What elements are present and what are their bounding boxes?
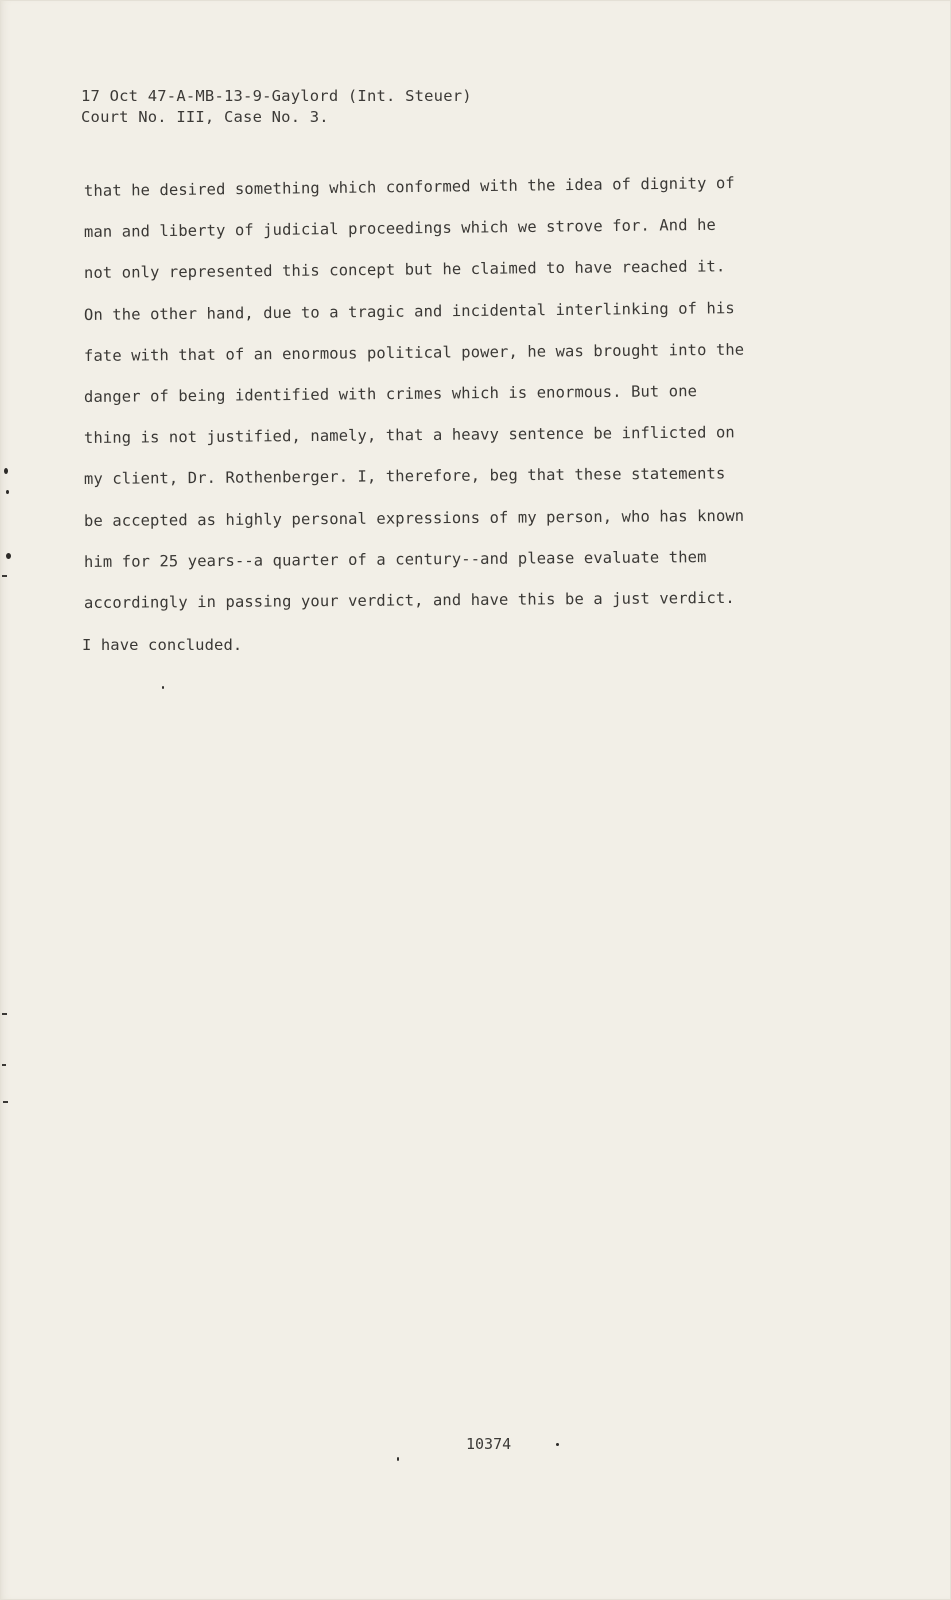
body-line-closing: I have concluded. — [82, 636, 243, 654]
scan-speck — [4, 468, 8, 474]
body-line: danger of being identified with crimes which is enormous. But one — [83, 382, 698, 406]
scan-tick — [2, 1064, 6, 1066]
body-line: On the other hand, due to a tragic and incidental interlinking of his — [83, 299, 735, 324]
scan-tick — [3, 1101, 8, 1103]
scan-tick — [2, 575, 7, 577]
scan-tick — [2, 1013, 7, 1015]
scan-speck — [397, 1457, 399, 1461]
scan-speck — [6, 490, 9, 494]
body-line: accordingly in passing your verdict, and have this be a just verdict. — [83, 588, 735, 612]
body-line: man and liberty of judicial proceedings which we strove for. And he — [83, 215, 716, 241]
scan-speck — [556, 1443, 559, 1446]
body-line: my client, Dr. Rothenberger. I, therefore, beg that these statements — [83, 464, 726, 488]
scan-speck — [6, 553, 11, 559]
page-number: 10374 — [466, 1435, 512, 1453]
body-line: not only represented this concept but he claimed to have reached it. — [83, 257, 726, 282]
header-line-court-case: Court No. III, Case No. 3. — [81, 108, 329, 126]
body-line: fate with that of an enormous political power, he was brought into the — [83, 340, 745, 365]
scan-speck — [162, 686, 164, 689]
body-line: him for 25 years--a quarter of a century--and please evaluate them — [83, 548, 707, 571]
body-line: be accepted as highly personal expressions of my person, who has known — [83, 506, 745, 530]
body-line: thing is not justified, namely, that a heavy sentence be inflicted on — [83, 423, 735, 447]
document-header — [81, 86, 472, 128]
body-line: that he desired something which conformed with the idea of dignity of — [83, 174, 735, 200]
header-line-date-reference: 17 Oct 47-A-MB-13-9-Gaylord (Int. Steuer) — [81, 87, 472, 105]
